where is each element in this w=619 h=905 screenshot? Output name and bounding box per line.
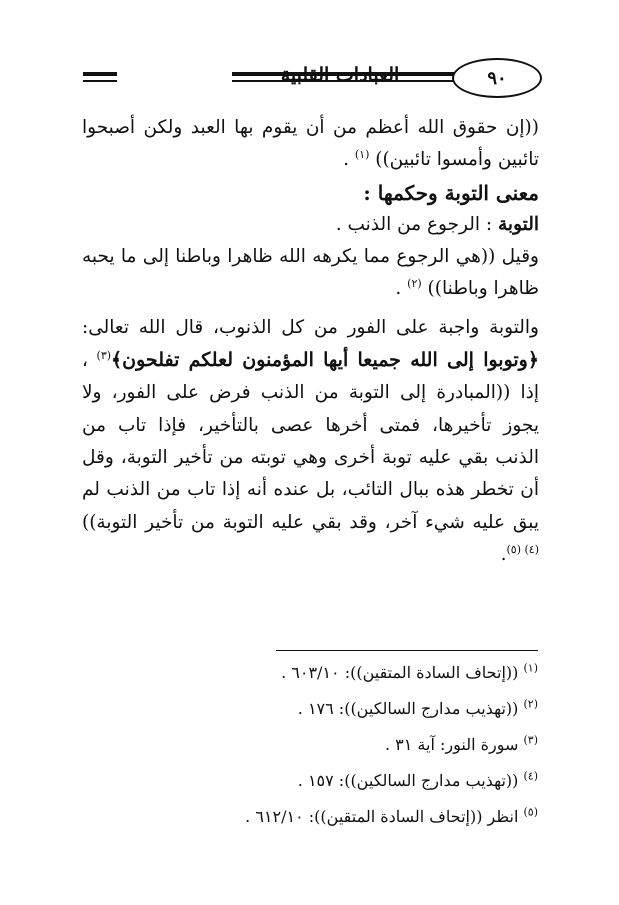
paragraph-2: وقيل ((هي الرجوع مما يكرهه الله ظاهرا وباطنا إلى ما يحبه ظاهرا وباطنا)) $^{(٢)}$ . — [82, 246, 539, 300]
definition-term: التوبة — [498, 213, 539, 235]
footnote-ref-4-5: (٤) (٥) — [506, 542, 539, 556]
footnote-ref-3: (٣) — [96, 348, 112, 362]
footnote-3: $^{(٣)}$ سورة النور: آية ٣١ . — [384, 733, 538, 754]
paragraph-3: والتوبة واجبة على الفور من كل الذنوب، قال الله تعالى: ﴿وتوبوا إلى الله جميعا أيها المؤمنون لعلكم تفلحون﴾$^{(٣)}$ ، إذا ((المبادرة إلى التوبة من الذنب فرض على الفور، ولا يجوز تأخيرها، فمتى أخرها عصى بالتأخير، فإذا تاب من الذنب بقي عليه توبة أخرى وهي توبته من تأخير التوبة، وقل أن تخطر هذه ببال التائب، بل عنده أنه إذا تاب من الذنب لم يبق عليه شيء آخر، وقد بقي عليه التوبة من تأخير التوبة)) $^{(٤) (٥)}$. — [82, 316, 539, 565]
paragraph-1: ((إن حقوق الله أعظم من أن يقوم بها العبد ولكن أصبحوا تائبين وأمسوا تائبين)) $^{(١)}$ . — [82, 117, 539, 171]
header-rule-left — [83, 72, 117, 76]
footnote-separator — [276, 650, 538, 651]
definition: التوبة : الرجوع من الذنب . — [335, 213, 539, 235]
running-title: العبادات القلبية — [280, 64, 400, 86]
header-rule-left-lower — [83, 80, 117, 82]
footnote-2: $^{(٢)}$ ((تهذيب مدارج السالكين)): ١٧٦ . — [297, 697, 538, 718]
quran-verse: ﴿وتوبوا إلى الله جميعا أيها المؤمنون لعلكم تفلحون﴾ — [111, 349, 539, 372]
footnote-1: $^{(١)}$ ((إتحاف السادة المتقين)): ٦٠٣/١٠ . — [281, 661, 538, 682]
footnote-5: $^{(٥)}$ انظر ((إتحاف السادة المتقين)): ٦١٢/١٠ . — [245, 805, 538, 826]
page-number: ٩٠ — [452, 58, 542, 98]
section-heading: معنى التوبة وحكمها : — [363, 180, 539, 205]
body-text — [82, 112, 539, 571]
footnote-ref-2: (٢) — [407, 277, 422, 291]
footnote-ref-1: (١) — [354, 148, 370, 162]
footnotes — [90, 655, 538, 835]
footnote-4: $^{(٤)}$ ((تهذيب مدارج السالكين)): ١٥٧ . — [297, 769, 538, 790]
page-header — [0, 0, 619, 110]
